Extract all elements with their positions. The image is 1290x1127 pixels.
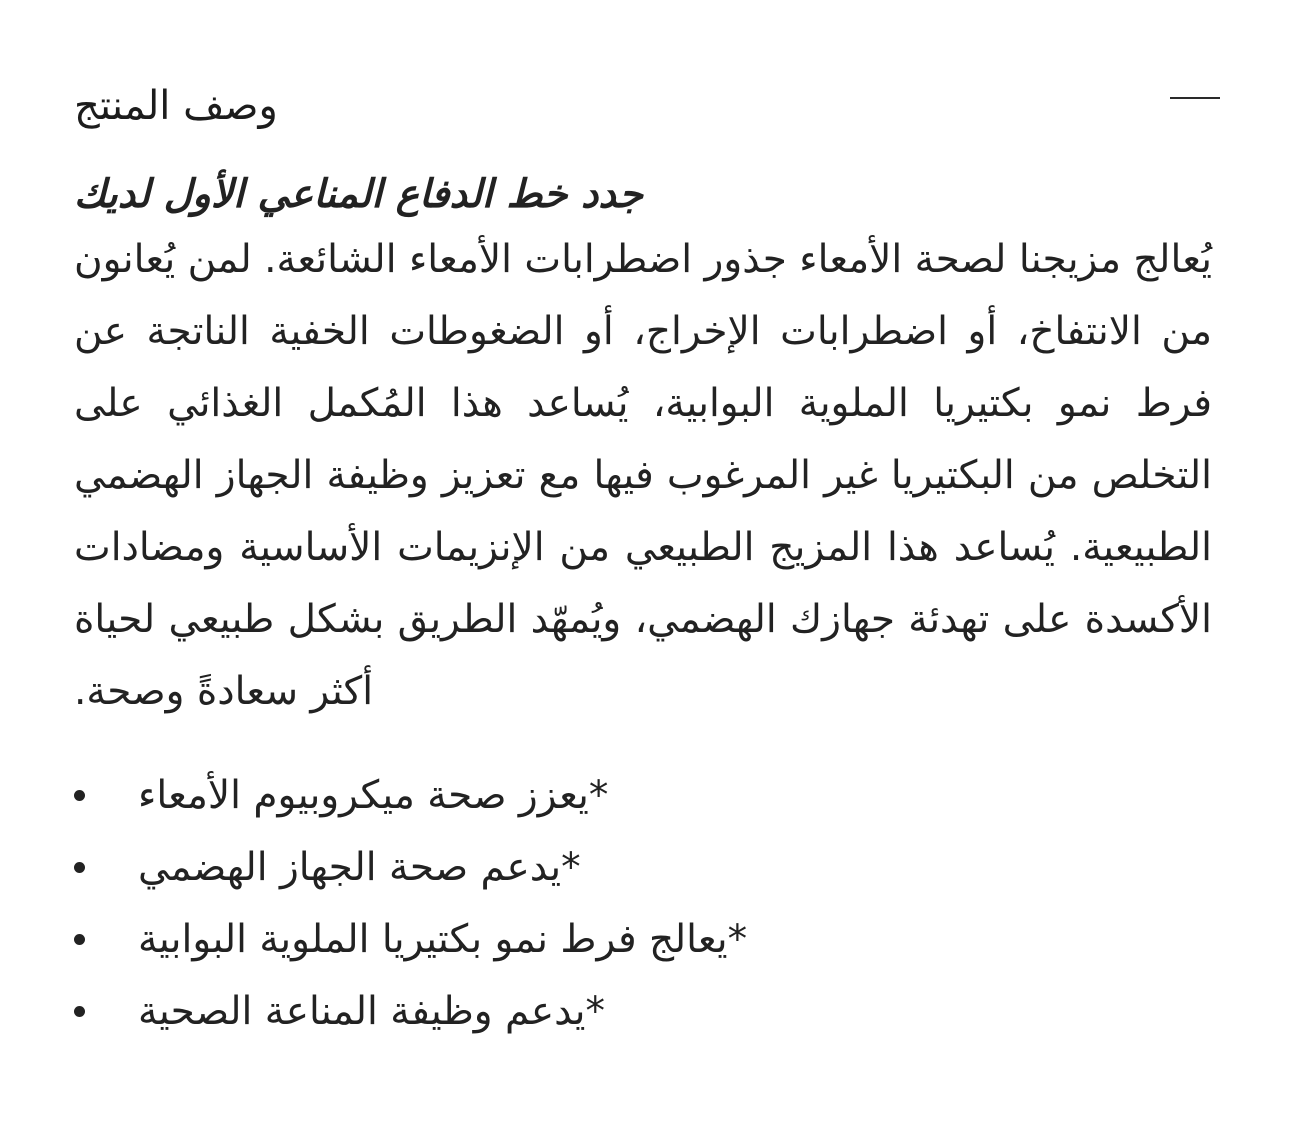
benefit-text: *يدعم وظيفة المناعة الصحية (138, 989, 606, 1034)
minus-icon-bar (1170, 97, 1220, 99)
accordion-title: وصف المنتج (74, 83, 278, 129)
description-paragraph: يُعالج مزيجنا لصحة الأمعاء جذور اضطرابات الأمعاء الشائعة. لمن يُعانون من الانتفاخ، أو اضطرابات الإخراج، أو الضغوطات الخفية الناتجة عن فرط نمو بكتيريا الملوية البوابية، يُساعد هذا المُكمل الغذائي على التخلص من البكتيريا غير المرغوب فيها مع تعزيز وظيفة الجهاز الهضمي الطبيعية. يُساعد هذا المزيج الطبيعي من الإنزيمات الأساسية ومضادات الأكسدة على تهدئة جهازك الهضمي، ويُمهّد الطريق بشكل طبيعي لحياة أكثر سعادةً وصحة. (74, 237, 1212, 714)
benefits-list (74, 768, 1214, 1056)
benefit-text: *يدعم صحة الجهاز الهضمي (138, 845, 581, 890)
bullet-icon (74, 862, 85, 873)
benefit-text: *يعالج فرط نمو بكتيريا الملوية البوابية (138, 917, 748, 962)
minus-icon[interactable] (1170, 88, 1220, 108)
accordion-body (74, 170, 1214, 1056)
benefit-item (74, 840, 1214, 912)
benefit-item (74, 912, 1214, 984)
bullet-icon (74, 1006, 85, 1017)
product-description-accordion (74, 70, 1220, 1056)
bullet-icon (74, 790, 85, 801)
bullet-icon (74, 934, 85, 945)
benefit-item (74, 984, 1214, 1056)
accordion-header[interactable] (74, 70, 1220, 140)
benefit-item (74, 768, 1214, 840)
benefit-text: *يعزز صحة ميكروبيوم الأمعاء (138, 773, 609, 818)
description-tagline: جدد خط الدفاع المناعي الأول لديك (74, 172, 643, 217)
